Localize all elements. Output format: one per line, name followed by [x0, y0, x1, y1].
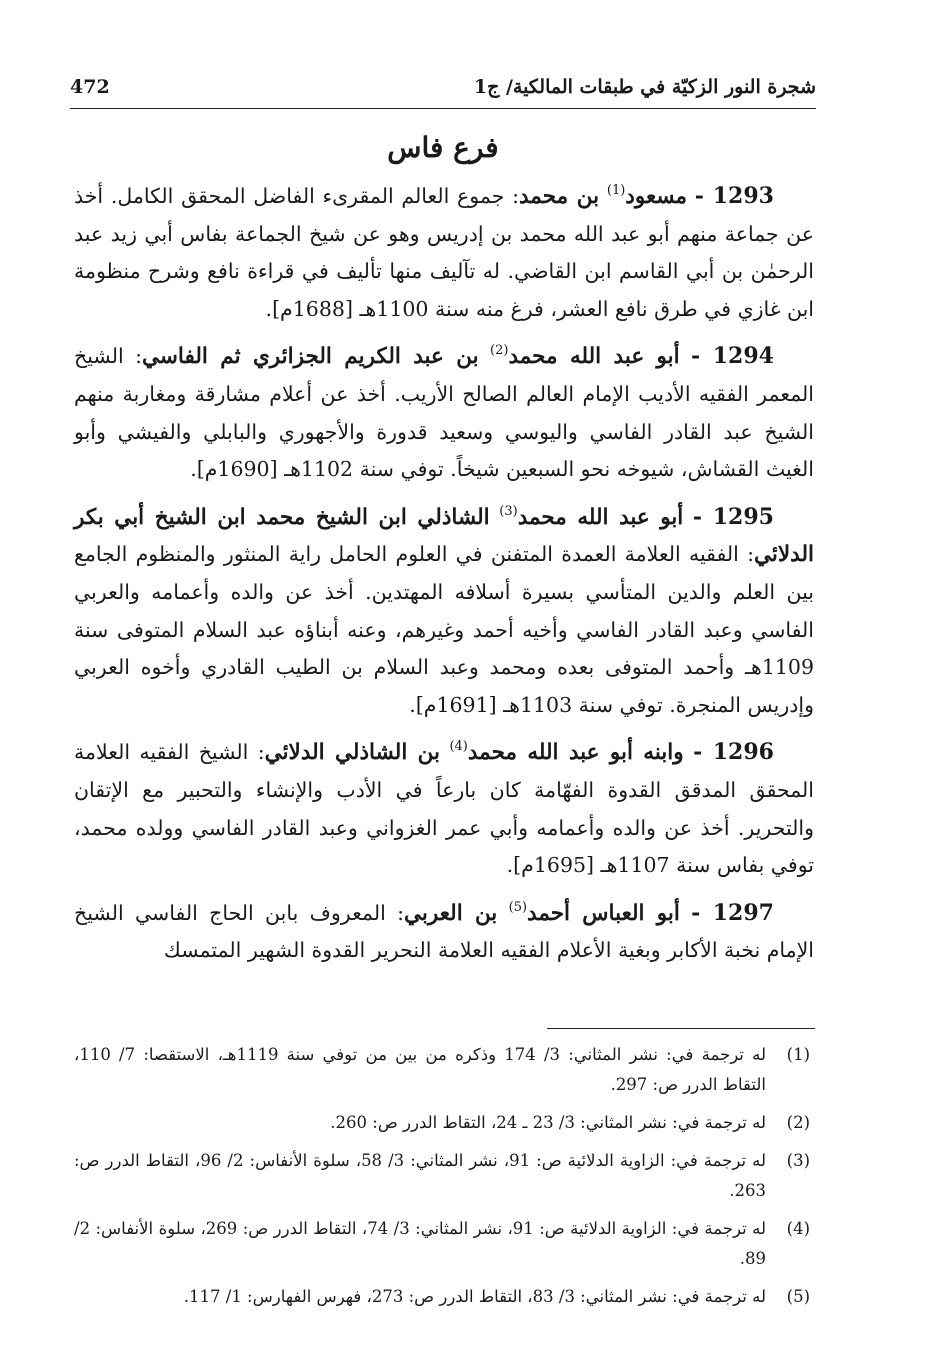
- section-title: فرع فاس: [387, 131, 499, 164]
- entry-1293: [74, 178, 814, 328]
- footnote-text: له ترجمة في: نشر المثاني: 3/ 23 ـ 24، التقاط الدرر ص: 260.: [330, 1113, 766, 1132]
- footnote-2: [74, 1108, 816, 1138]
- entry-number: 1293 -: [694, 183, 774, 209]
- entry-name-cont: بن محمد: [519, 184, 600, 209]
- footnote-text: له ترجمة في: نشر المثاني: 3/ 174 وذكره من بين من توفي سنة 1119هـ، الاستقصا: 7/ 110، التقاط الدرر ص: 297.: [74, 1045, 766, 1094]
- entry-name-cont: بن العربي: [404, 900, 498, 926]
- entry-name: أبو عبد الله محمد: [508, 344, 680, 370]
- footnote-text: له ترجمة في: الزاوية الدلائية ص: 91، نشر المثاني: 3/ 58، سلوة الأنفاس: 2/ 96، التقاط الدرر ص: 263.: [74, 1151, 766, 1200]
- entry-number: 1296 -: [693, 739, 774, 766]
- entry-name: أبو العباس أحمد: [527, 900, 680, 926]
- entry-text: : جموع العالم المقرىء الفاضل المحقق الكامل. أخذ عن جماعة منهم أبو عبد الله محمد بن إدريس وهو عن شيخ الجماعة بفاس أبي زيد عبد الرحمٰن بن أبي القاسم ابن القاضي. له تآليف منها تأليف في قراءة نافع وشرح منظومة ابن غازي في طرق نافع العشر، فرغ منه سنة 1100هـ [1688م].: [74, 184, 814, 321]
- footnote-mark: (3): [786, 1151, 810, 1170]
- running-header: [70, 70, 816, 104]
- footnotes: [74, 1040, 816, 1320]
- entry-name: أبو عبد الله محمد: [517, 504, 684, 530]
- footnote-text: له ترجمة في: الزاوية الدلائية ص: 91، نشر المثاني: 3/ 74، التقاط الدرر ص: 269، سلوة الأنفاس: 2/ 89.: [74, 1219, 766, 1268]
- footnote-ref: (5): [508, 899, 528, 915]
- entry-1294: [74, 338, 814, 488]
- footnote-mark: (2): [786, 1113, 810, 1132]
- entry-text: : المعروف بابن الحاج الفاسي الشيخ الإمام نخبة الأكابر وبغية الأعلام الفقيه العلامة النحرير القدوة الشهير المتمسك: [74, 900, 814, 963]
- footnote-3: [74, 1146, 816, 1206]
- footnote-4: [74, 1214, 816, 1274]
- entry-name: وابنه أبو عبد الله محمد: [467, 740, 684, 766]
- entry-text: : الفقيه العلامة العمدة المتفنن في العلوم الحامل راية المنثور والمنظوم الجامع بين العلم والدين المتأسي بسيرة أسلافه المهتدين. أخذ عن والده وأعمامه والعربي الفاسي وعبد القادر الفاسي وأخيه أحمد وغيرهم، وعنه أبناؤه عبد السلام المتوفى سنة 1109هـ وأحمد المتوفى بعده ومحمد وعبد السلام بن الطيب القادري وأخوه العربي وإدريس المنجرة. توفي سنة 1103هـ [1691م].: [74, 542, 814, 717]
- footnote-mark: (4): [786, 1219, 810, 1238]
- page-number: 472: [70, 76, 110, 98]
- body-text: [74, 178, 814, 980]
- entry-name-cont: الشاذلي ابن الشيخ محمد ابن الشيخ أبي بكر الدلائي: [74, 504, 814, 568]
- entry-text: : الشيخ الفقيه العلامة المحقق المدقق القدوة الفهّامة كان بارعاً في الأدب والإنشاء والتحبير مع الإتقان والتحرير. أخذ عن والده وأعمامه وأبي عمر الغزواني وعبد القادر الفاسي وولده محمد، توفي بفاس سنة 1107هـ [1695م].: [74, 740, 814, 878]
- entry-1297: [74, 895, 814, 970]
- footnote-ref: (3): [499, 503, 518, 519]
- entry-number: 1295 -: [692, 503, 774, 530]
- footnote-1: [74, 1040, 816, 1100]
- entry-name: مسعود: [625, 184, 688, 209]
- header-rule: [70, 108, 816, 109]
- footnote-ref: (2): [490, 343, 509, 359]
- footnote-mark: (1): [786, 1045, 810, 1064]
- entry-name-cont: بن عبد الكريم الجزائري ثم الفاسي: [142, 344, 479, 370]
- entry-1296: [74, 734, 814, 884]
- footnote-mark: (5): [786, 1287, 810, 1306]
- entry-number: 1294 -: [691, 343, 774, 370]
- entry-number: 1297 -: [691, 899, 774, 926]
- entry-name-cont: بن الشاذلي الدلائي: [264, 740, 441, 766]
- running-title: شجرة النور الزكيّة في طبقات المالكية/ ج1: [473, 76, 816, 98]
- footnote-text: له ترجمة في: نشر المثاني: 3/ 83، التقاط الدرر ص: 273، فهرس الفهارس: 1/ 117.: [183, 1287, 766, 1306]
- footnote-ref: (1): [606, 182, 626, 198]
- footnote-rule: [547, 1028, 815, 1029]
- entry-1295: [74, 499, 814, 725]
- footnote-ref: (4): [449, 739, 468, 755]
- entry-text: : الشيخ المعمر الفقيه الأديب الإمام العالم الصالح الأريب. أخذ عن أعلام مشارقة ومغاربة منهم الشيخ عبد القادر الفاسي واليوسي وسعيد قدورة والأجهوري والبابلي والفيشي وأبو الغيث القشاش، شيوخه نحو السبعين شيخاً. توفي سنة 1102هـ [1690م].: [74, 344, 814, 482]
- footnote-5: [74, 1282, 816, 1312]
